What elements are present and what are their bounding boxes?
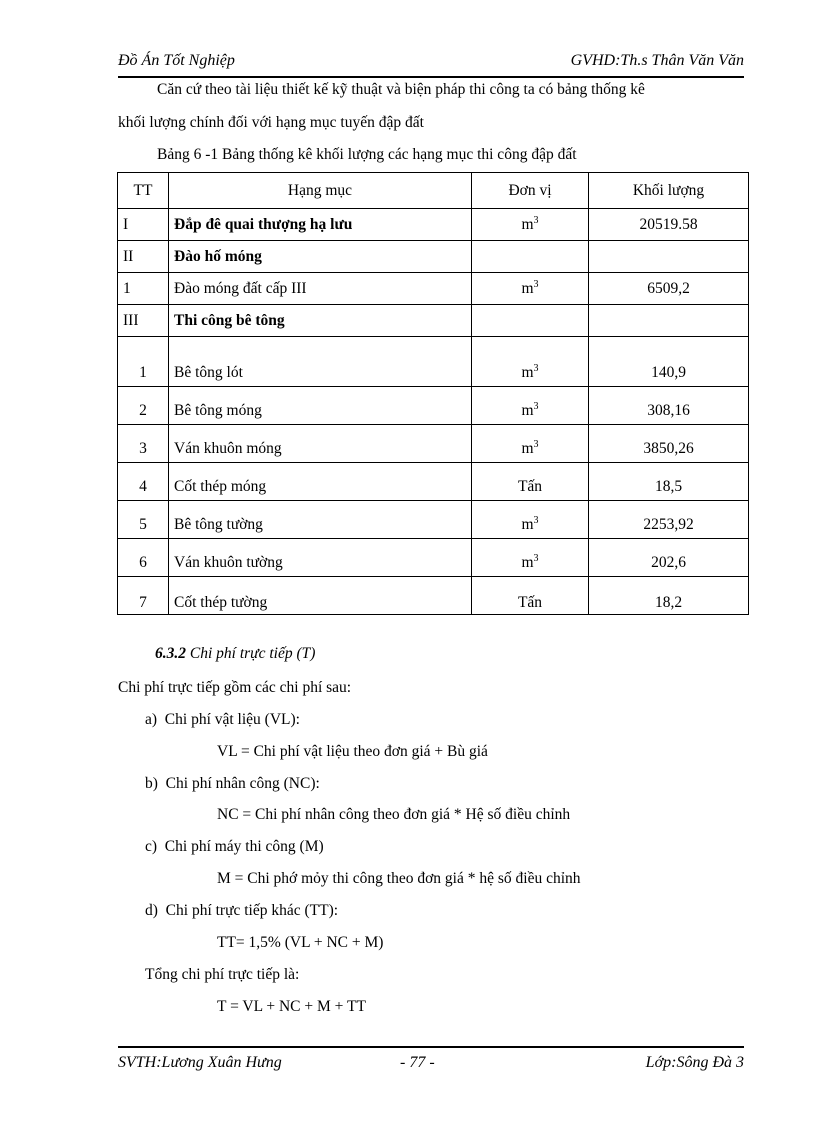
cell-tt: I	[118, 209, 169, 241]
table-row	[118, 425, 749, 463]
cell-unit	[472, 241, 589, 273]
item-b	[145, 775, 320, 793]
table-caption: Bảng 6 -1 Bảng thống kê khối lượng các hạng mục thi công đập đất	[157, 146, 577, 163]
cell-item: Bê tông tường	[169, 501, 472, 539]
table-row	[118, 337, 749, 387]
cell-item: Thi công bê tông	[169, 305, 472, 337]
cell-unit: $m^3$	[472, 337, 589, 387]
cell-tt: 5	[118, 501, 169, 539]
section-heading	[155, 645, 315, 663]
cell-item: Đắp đê quai thượng hạ lưu	[169, 209, 472, 241]
cell-tt: 4	[118, 463, 169, 501]
cell-tt: 1	[118, 337, 169, 387]
table-row	[118, 241, 749, 273]
cell-tt: 7	[118, 577, 169, 615]
header-item: Hạng mục	[169, 173, 472, 209]
cell-unit: $m^3$	[472, 539, 589, 577]
table-header-row	[118, 173, 749, 209]
cell-unit: Tấn	[472, 577, 589, 615]
cell-tt: 3	[118, 425, 169, 463]
cell-tt: III	[118, 305, 169, 337]
header-qty: Khối lượng	[589, 173, 749, 209]
cell-qty: 20519.58	[589, 209, 749, 241]
cell-qty: 2253,92	[589, 501, 749, 539]
cell-item: Bê tông lót	[169, 337, 472, 387]
cell-unit: $m^3$	[472, 273, 589, 305]
cell-tt: 2	[118, 387, 169, 425]
item-label: d)	[145, 902, 158, 919]
header-tt: TT	[118, 173, 169, 209]
cell-tt: II	[118, 241, 169, 273]
cell-item: Ván khuôn tường	[169, 539, 472, 577]
cell-tt: 1	[118, 273, 169, 305]
cell-qty: 18,5	[589, 463, 749, 501]
intro-line-1: Căn cứ theo tài liệu thiết kế kỹ thuật và biện pháp thi công ta có bảng thống kê	[157, 81, 645, 98]
item-label: a)	[145, 711, 158, 728]
cell-item: Đào hố móng	[169, 241, 472, 273]
section-number: 6.3.2	[155, 645, 186, 662]
page-number: - 77 -	[400, 1054, 435, 1071]
table-row	[118, 387, 749, 425]
cell-unit: $m^3$	[472, 501, 589, 539]
item-d	[145, 902, 338, 920]
table-row	[118, 273, 749, 305]
cell-unit: $m^3$	[472, 387, 589, 425]
item-text: Chi phí vật liệu (VL):	[164, 711, 300, 728]
table-row	[118, 501, 749, 539]
item-c	[145, 838, 324, 856]
page-footer	[118, 1046, 744, 1078]
formula-vl: VL = Chi phí vật liệu theo đơn giá + Bù giá	[217, 743, 488, 760]
cell-qty: 308,16	[589, 387, 749, 425]
table-row	[118, 463, 749, 501]
item-text: Chi phí nhân công (NC):	[165, 775, 320, 792]
item-a	[145, 711, 300, 729]
table-row	[118, 209, 749, 241]
cell-unit	[472, 305, 589, 337]
table-row	[118, 577, 749, 615]
page-header	[118, 50, 744, 78]
cell-qty: 3850,26	[589, 425, 749, 463]
quantity-table	[117, 172, 749, 615]
item-text: Chi phí máy thi công (M)	[164, 838, 324, 855]
formula-nc: NC = Chi phí nhân công theo đơn giá * Hệ số điều chỉnh	[217, 806, 571, 823]
header-left: Đồ Án Tốt Nghiệp	[118, 52, 235, 69]
table-row	[118, 539, 749, 577]
section-title: Chi phí trực tiếp (T)	[189, 645, 316, 662]
item-label: b)	[145, 775, 158, 792]
cell-qty	[589, 241, 749, 273]
cell-unit: Tấn	[472, 463, 589, 501]
cell-qty	[589, 305, 749, 337]
body-lead: Chi phí trực tiếp gồm các chi phí sau:	[118, 679, 352, 696]
cell-qty: 6509,2	[589, 273, 749, 305]
cell-unit: $m^3$	[472, 209, 589, 241]
footer-right: Lớp:Sông Đà 3	[645, 1054, 744, 1071]
total-formula: T = VL + NC + M + TT	[217, 998, 366, 1015]
cell-item: Bê tông móng	[169, 387, 472, 425]
cell-item: Đào móng đất cấp III	[169, 273, 472, 305]
item-text: Chi phí trực tiếp khác (TT):	[165, 902, 339, 919]
cell-qty: 18,2	[589, 577, 749, 615]
cell-item: Ván khuôn móng	[169, 425, 472, 463]
intro-line-2: khối lượng chính đối với hạng mục tuyến đập đất	[118, 114, 424, 131]
formula-tt: TT= 1,5% (VL + NC + M)	[217, 934, 384, 951]
header-unit: Đơn vị	[472, 173, 589, 209]
cell-tt: 6	[118, 539, 169, 577]
header-right: GVHD:Th.s Thân Văn Văn	[570, 52, 744, 69]
cell-unit: $m^3$	[472, 425, 589, 463]
cell-qty: 202,6	[589, 539, 749, 577]
formula-m: M = Chi phớ mỏy thi công theo đơn giá * hệ số điều chỉnh	[217, 870, 581, 887]
footer-left: SVTH:Lương Xuân Hưng	[118, 1054, 282, 1071]
item-label: c)	[145, 838, 158, 855]
cell-item: Cốt thép tường	[169, 577, 472, 615]
total-label: Tổng chi phí trực tiếp là:	[145, 966, 300, 983]
cell-qty: 140,9	[589, 337, 749, 387]
cell-item: Cốt thép móng	[169, 463, 472, 501]
table-row	[118, 305, 749, 337]
